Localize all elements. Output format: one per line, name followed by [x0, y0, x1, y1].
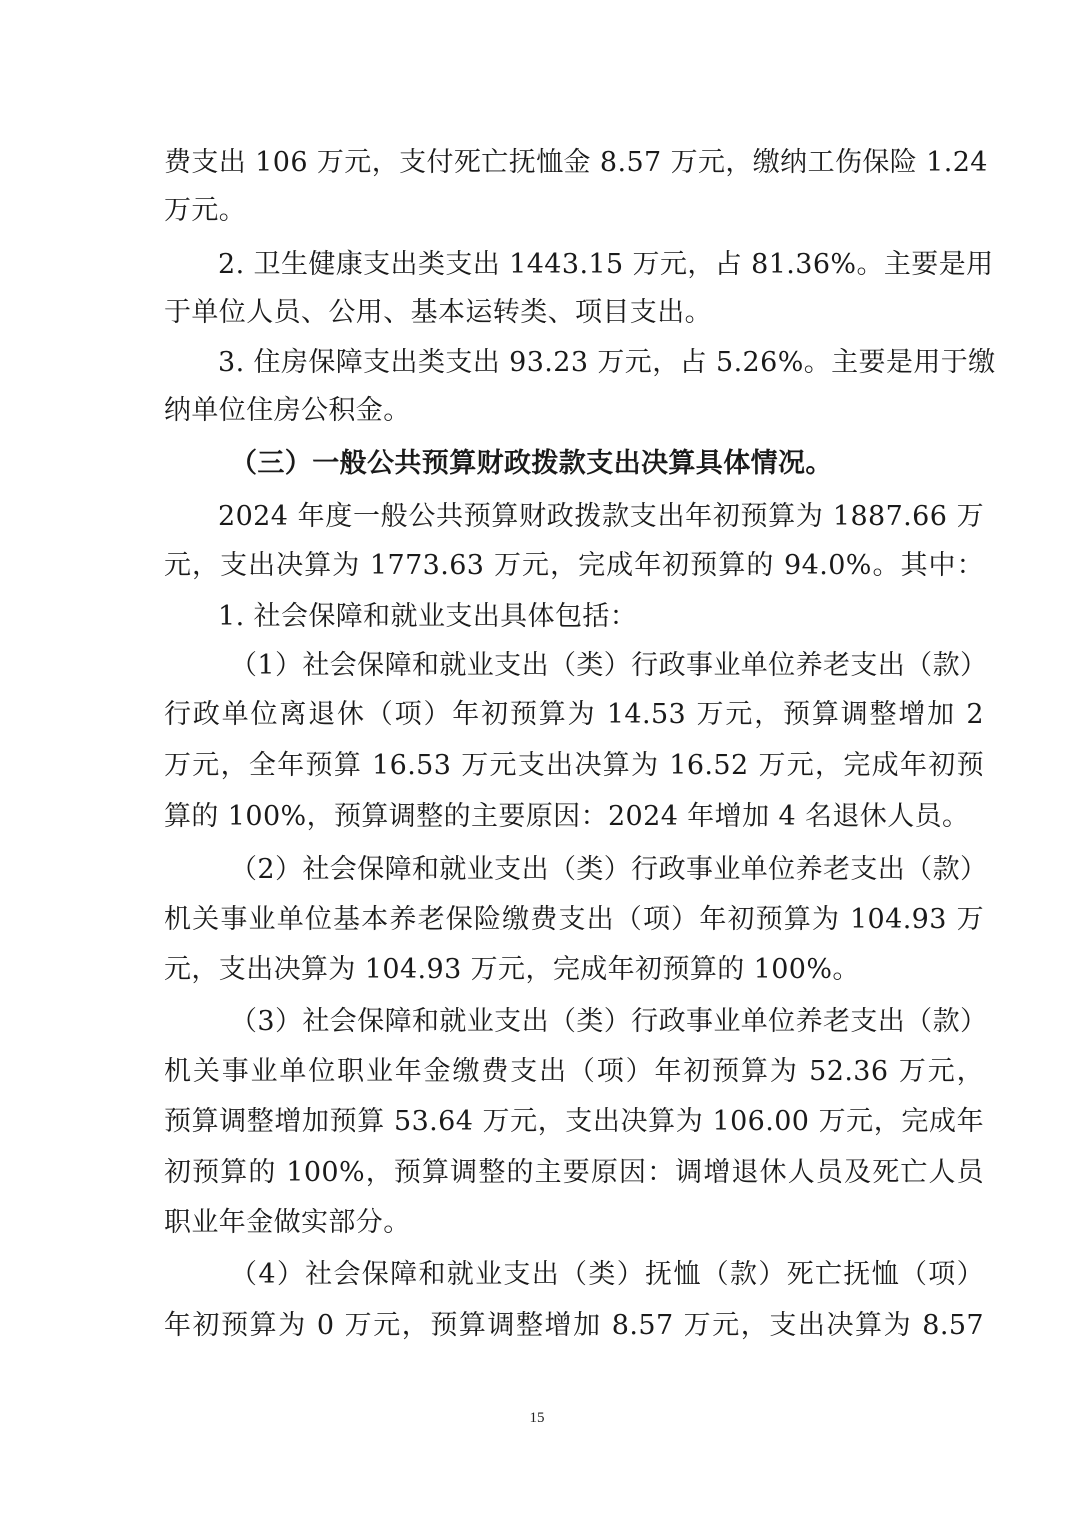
subsection-heading: 1. 社会保障和就业支出具体包括： — [218, 601, 638, 632]
body-text-line: 纳单位住房公积金。 — [164, 395, 411, 426]
body-text-line: 初预算的 100%，预算调整的主要原因：调增退休人员及死亡人员 — [164, 1157, 984, 1188]
item-3-paragraph: （3）社会保障和就业支出（类）行政事业单位养老支出（款） — [230, 1006, 988, 1037]
paragraph-health-expenditure: 2. 卫生健康支出类支出 1443.15 万元，占 81.36%。主要是用 — [218, 249, 994, 280]
body-text-line: 机关事业单位基本养老保险缴费支出（项）年初预算为 104.93 万 — [164, 904, 984, 935]
item-2-paragraph: （2）社会保障和就业支出（类）行政事业单位养老支出（款） — [230, 854, 988, 885]
body-text-line: 行政单位离退休（项）年初预算为 14.53 万元，预算调整增加 2 — [164, 699, 984, 730]
body-text-line: 机关事业单位职业年金缴费支出（项）年初预算为 52.36 万元， — [164, 1056, 984, 1087]
paragraph-budget-summary: 2024 年度一般公共预算财政拨款支出年初预算为 1887.66 万 — [218, 501, 984, 532]
body-text-line: 预算调整增加预算 53.64 万元，支出决算为 106.00 万元，完成年 — [164, 1106, 984, 1137]
body-text-line: 万元。 — [164, 195, 247, 226]
item-1-paragraph: （1）社会保障和就业支出（类）行政事业单位养老支出（款） — [230, 650, 988, 681]
body-text-line: 于单位人员、公用、基本运转类、项目支出。 — [164, 297, 712, 328]
body-text-line: 万元，全年预算 16.53 万元支出决算为 16.52 万元，完成年初预 — [164, 750, 984, 781]
item-4-paragraph: （4）社会保障和就业支出（类）抚恤（款）死亡抚恤（项） — [230, 1259, 984, 1290]
page-number: 15 — [529, 1410, 545, 1426]
body-text-line: 元，支出决算为 104.93 万元，完成年初预算的 100%。 — [164, 954, 860, 985]
section-heading: （三）一般公共预算财政拨款支出决算具体情况。 — [230, 448, 833, 479]
paragraph-housing-expenditure: 3. 住房保障支出类支出 93.23 万元，占 5.26%。主要是用于缴 — [218, 347, 996, 378]
body-text-line: 费支出 106 万元，支付死亡抚恤金 8.57 万元，缴纳工伤保险 1.24 — [164, 147, 988, 178]
body-text-line: 职业年金做实部分。 — [164, 1207, 411, 1238]
body-text-line: 算的 100%，预算调整的主要原因：2024 年增加 4 名退休人员。 — [164, 801, 970, 832]
body-text-line: 年初预算为 0 万元，预算调整增加 8.57 万元，支出决算为 8.57 — [164, 1310, 984, 1341]
body-text-line: 元，支出决算为 1773.63 万元，完成年初预算的 94.0%。其中： — [164, 550, 984, 581]
